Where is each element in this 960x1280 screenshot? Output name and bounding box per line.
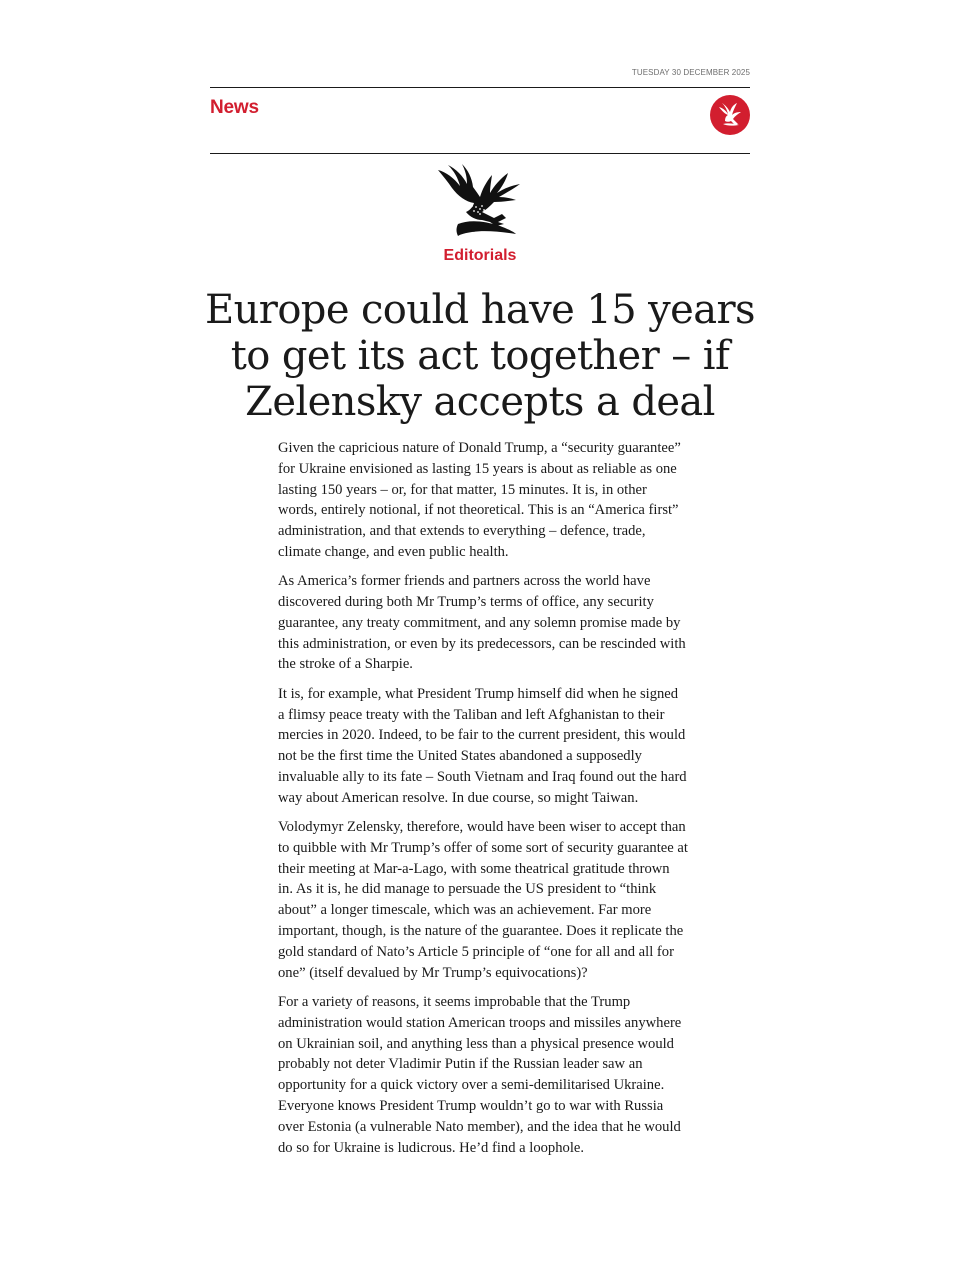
article-headline: Europe could have 15 years to get its act together – if Zelensky accepts a deal [205, 287, 755, 425]
article-paragraph: As America’s former friends and partners across the world have discovered during both Mr Trump’s terms of office, any security guarantee, any treaty commitment, and any solemn promise made by this administration, or even by its predecessors, can be rescinded with the stroke of a Sharpie. [278, 573, 686, 673]
article-paragraph: Volodymyr Zelensky, therefore, would have been wiser to accept than to quibble with Mr Trump’s offer of some sort of security guarantee at their meeting at Mar-a-Lago, with some theatrical gratitude thrown in. As it is, he did manage to persuade the US president to “think about” a longer timescale, which was an achievement. Far more important, though, is the nature of the guarantee. Does it replicate the gold standard of Nato’s Article 5 principle of “one for all and all for one” (itself devalued by Mr Trump’s equivocations)? [278, 819, 688, 981]
article-paragraph: For a variety of reasons, it seems improbable that the Trump administration would station American troops and missiles anywhere on Ukrainian soil, and anything less than a physical presence would probably not deter Vladimir Putin if the Russian leader saw an opportunity for a quick victory over a semi-demilitarised Ukraine. Everyone knows President Trump wouldn’t go to war with Russia over Estonia (a vulnerable Nato member), and the idea that he would do so for Ukraine is ludicrous. He’d find a loophole. [278, 993, 682, 1156]
eagle-icon [436, 162, 524, 242]
section-title[interactable]: News [210, 97, 259, 118]
header-bottom-rule [210, 153, 750, 154]
publication-date: TUESDAY 30 DECEMBER 2025 [631, 68, 750, 77]
article-body [278, 438, 688, 1167]
article-paragraph: It is, for example, what President Trump himself did when he signed a flimsy peace treaty with the Taliban and left Afghanistan to their mercies in 2020. Indeed, to be fair to the current president, this would not be the first time the United States abandoned a supposedly invaluable ally to its fate – South Vietnam and Iraq found out the hard way about American resolve. In due course, so might Taiwan. [278, 685, 687, 806]
article-paragraph: Given the capricious nature of Donald Trump, a “security guarantee” for Ukraine envisioned as lasting 15 years is about as reliable as one lasting 150 years – or, for that matter, 15 minutes. It is, in other words, entirely notional, if not theoretical. This is an “America first” administration, and that extends to everything – defence, trade, climate change, and even public health. [278, 440, 681, 560]
section-kicker[interactable]: Editorials [443, 247, 517, 264]
header-top-rule [210, 87, 750, 88]
eagle-icon[interactable] [710, 95, 750, 135]
